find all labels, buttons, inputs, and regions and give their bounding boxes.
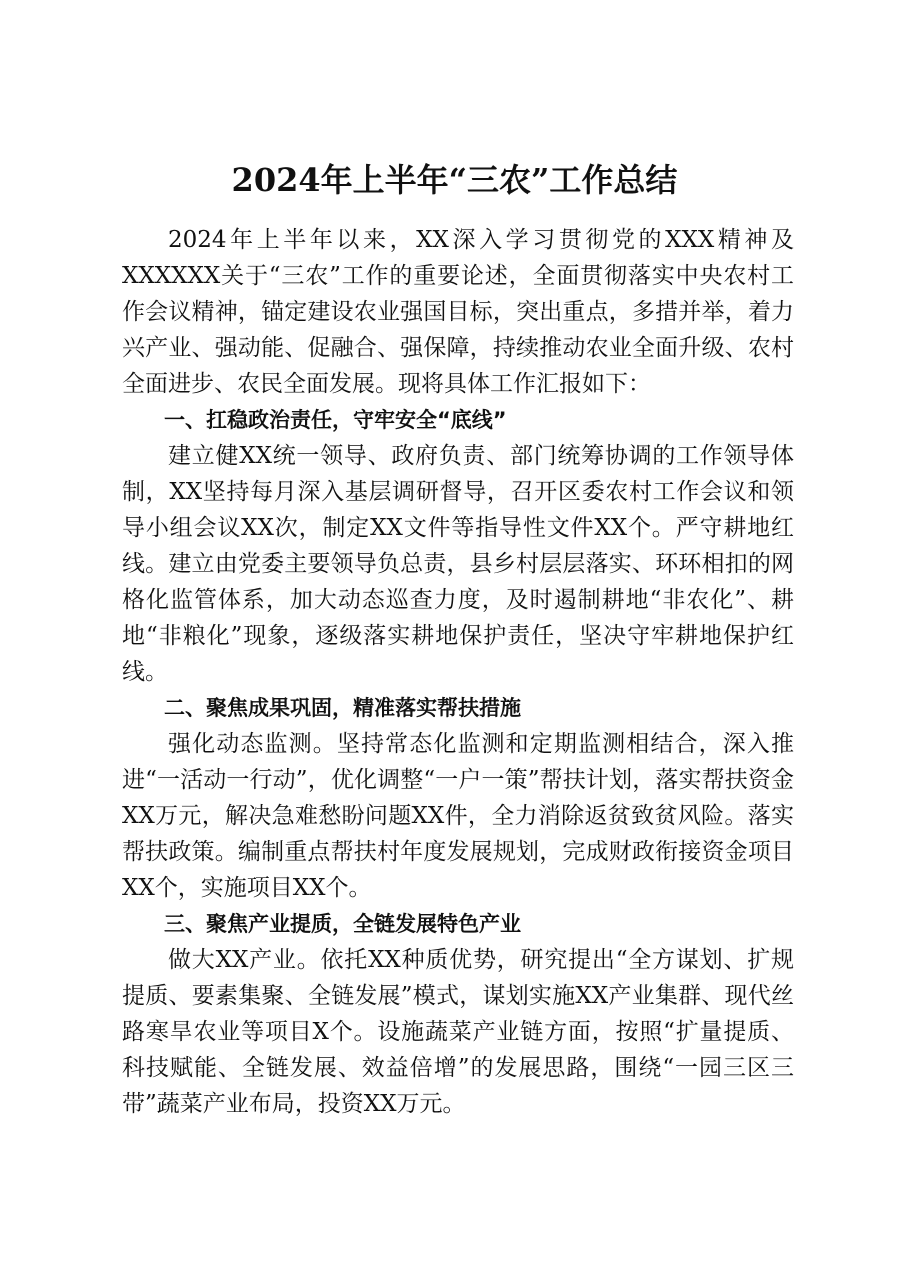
document-body [122, 222, 794, 1122]
section-paragraph-2: 强化动态监测。坚持常态化监测和定期监测相结合，深入推进“一活动一行动”，优化调整“一户一策”帮扶计划，落实帮扶资金XX万元，解决急难愁盼问题XX件，全力消除返贫致贫风险。落实帮扶政策。编制重点帮扶村年度发展规划，完成财政衔接资金项目XX个，实施项目XX个。 [122, 731, 794, 901]
section-paragraph-1: 建立健XX统一领导、政府负责、部门统筹协调的工作领导体制，XX坚持每月深入基层调研督导，召开区委农村工作会议和领导小组会议XX次，制定XX文件等指导性文件XX个。严守耕地红线。建立由党委主要领导负总责，县乡村层层落实、环环相扣的网格化监管体系，加大动态巡查力度，及时遏制耕地“非农化”、耕地“非粮化”现象，逐级落实耕地保护责任，坚决守牢耕地保护红线。 [122, 443, 794, 685]
intro-paragraph: 2024年上半年以来，XX深入学习贯彻党的XXX精神及XXXXXX关于“三农”工作的重要论述，全面贯彻落实中央农村工作会议精神，锚定建设农业强国目标，突出重点，多措并举，着力兴产业、强动能、促融合、强保障，持续推动农业全面升级、农村全面进步、农民全面发展。现将具体工作汇报如下： [122, 227, 794, 397]
section-paragraph-3: 做大XX产业。依托XX种质优势，研究提出“全方谋划、扩规提质、要素集聚、全链发展”模式，谋划实施XX产业集群、现代丝路寒旱农业等项目X个。设施蔬菜产业链方面，按照“扩量提质、科技赋能、全链发展、效益倍增”的发展思路，围绕“一园三区三带”蔬菜产业布局，投资XX万元。 [122, 947, 794, 1117]
section-heading-2: 二、聚焦成果巩固，精准落实帮扶措施 [164, 696, 521, 720]
section-heading-3: 三、聚焦产业提质，全链发展特色产业 [164, 912, 521, 936]
section-heading-1: 一、扛稳政治责任，守牢安全“底线” [164, 408, 507, 432]
document-title: 2024年上半年“三农”工作总结 [231, 161, 678, 199]
